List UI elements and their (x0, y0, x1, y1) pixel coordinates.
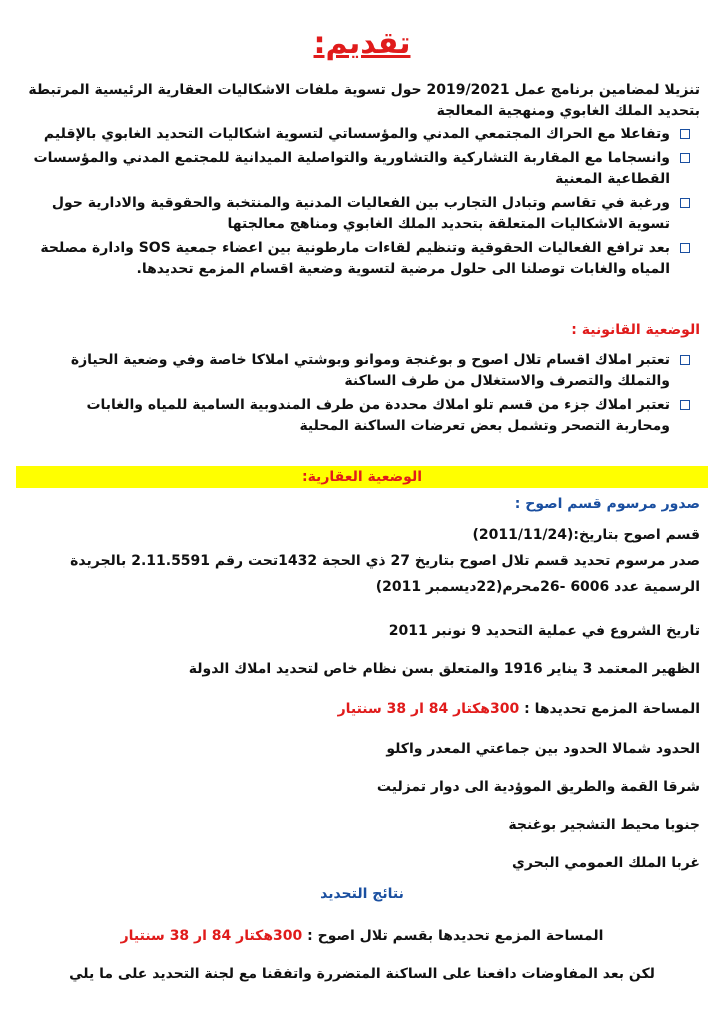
list-item: بعد ترافع الفعاليات الحقوقية وتنظيم لقاءات مارطونية بين اعضاء جمعية SOS وادارة مصلحة المياه والغابات توصلنا الى حلول مرضية لتسوية وضعية اقسام المزمع تحديدها. (30, 238, 690, 280)
border-north: الحدود شمالا الحدود بين جماعتي المعدر واكلو (386, 741, 700, 757)
results-heading: نتائج التحديد (320, 886, 404, 902)
decree-date-line: قسم اصوح بتاريخ:(2011/11/24) (472, 527, 700, 543)
list-item: تعتبر املاك جزء من قسم تلو املاك محددة من طرف المندوبية السامية للمياه والغابات ومحاربة التصحر وتشمل بعض تعرضات الساكنة المحلية (30, 395, 690, 437)
legal-bullet-list (30, 350, 690, 440)
final-line: لكن بعد المفاوضات دافعنا على الساكنة المتضررة واتفقنا مع لجنة التحديد على ما يلي (69, 966, 655, 982)
checkbox-bullet-icon (680, 400, 690, 410)
decree-text: صدر مرسوم تحديد قسم تلال اصوح بتاريخ 27 ذي الحجة 1432تحت رقم 2.11.5591 بالجريدة الرسمية عدد 6006 -26محرم(22ديسمبر 2011) (70, 553, 700, 595)
area-value: 300هكتار 84 ار 38 سنتيار (337, 701, 520, 717)
checkbox-bullet-icon (680, 355, 690, 365)
land-status-heading: الوضعية العقارية: (16, 466, 708, 488)
list-item: وانسجاما مع المقاربة التشاركية والتشاورية والتواصلية الميدانية للمجتمع المدني والمؤسسات القطاعية المعنية (30, 148, 690, 190)
checkbox-bullet-icon (680, 198, 690, 208)
results-area-value: 300هكتار 84 ار 38 سنتيار (120, 928, 303, 944)
results-area-line (0, 928, 724, 944)
border-east: شرقا القمة والطريق الموؤدية الى دوار تمزليت (376, 779, 700, 795)
intro-paragraph: تنزيلا لمضامين برنامج عمل 2019/2021 حول تسوية ملفات الاشكاليات العقارية الرئيسية المرتبطة بتحديد الملك الغابوي ومنهجية المعالجة (28, 82, 700, 119)
results-area-label: المساحة المزمع تحديدها بقسم تلال اصوح : (307, 928, 604, 944)
area-line (24, 698, 700, 720)
dahir-line: الظهير المعتمد 3 يناير 1916 والمتعلق بسن نظام خاص لتحديد املاك الدولة (188, 661, 700, 677)
checkbox-bullet-icon (680, 153, 690, 163)
checkbox-bullet-icon (680, 129, 690, 139)
start-date-line: تاريخ الشروع في عملية التحديد 9 نونبر 2011 (388, 623, 700, 639)
list-item: تعتبر املاك اقسام تلال اصوح و بوغنجة وموانو وبوشتي املاكا خاصة وفي وضعية الحيازة والتملك والتصرف والاستغلال من طرف الساكنة (30, 350, 690, 392)
legal-status-heading: الوضعية القانونية : (571, 322, 700, 338)
list-item: وتفاعلا مع الحراك المجتمعي المدني والمؤسساتي لتسوية اشكاليات التحديد الغابوي بالإقليم (30, 124, 690, 145)
list-item: ورغبة في تقاسم وتبادل التجارب بين الفعاليات المدنية والمنتخبة والحقوقية والادارية حول تسوية الاشكاليات المتعلقة بتحديد الملك الغابوي ومناهج معالجتها (30, 193, 690, 235)
intro-bullet-list (30, 124, 690, 283)
checkbox-bullet-icon (680, 243, 690, 253)
page-title: تقديم: (313, 26, 411, 61)
border-west: غربا الملك العمومي البحري (512, 855, 700, 871)
decree-heading: صدور مرسوم قسم اصوح : (514, 496, 700, 512)
border-south: جنوبا محيط التشجير بوغنجة (508, 817, 700, 833)
area-label: المساحة المزمع تحديدها : (524, 701, 700, 717)
